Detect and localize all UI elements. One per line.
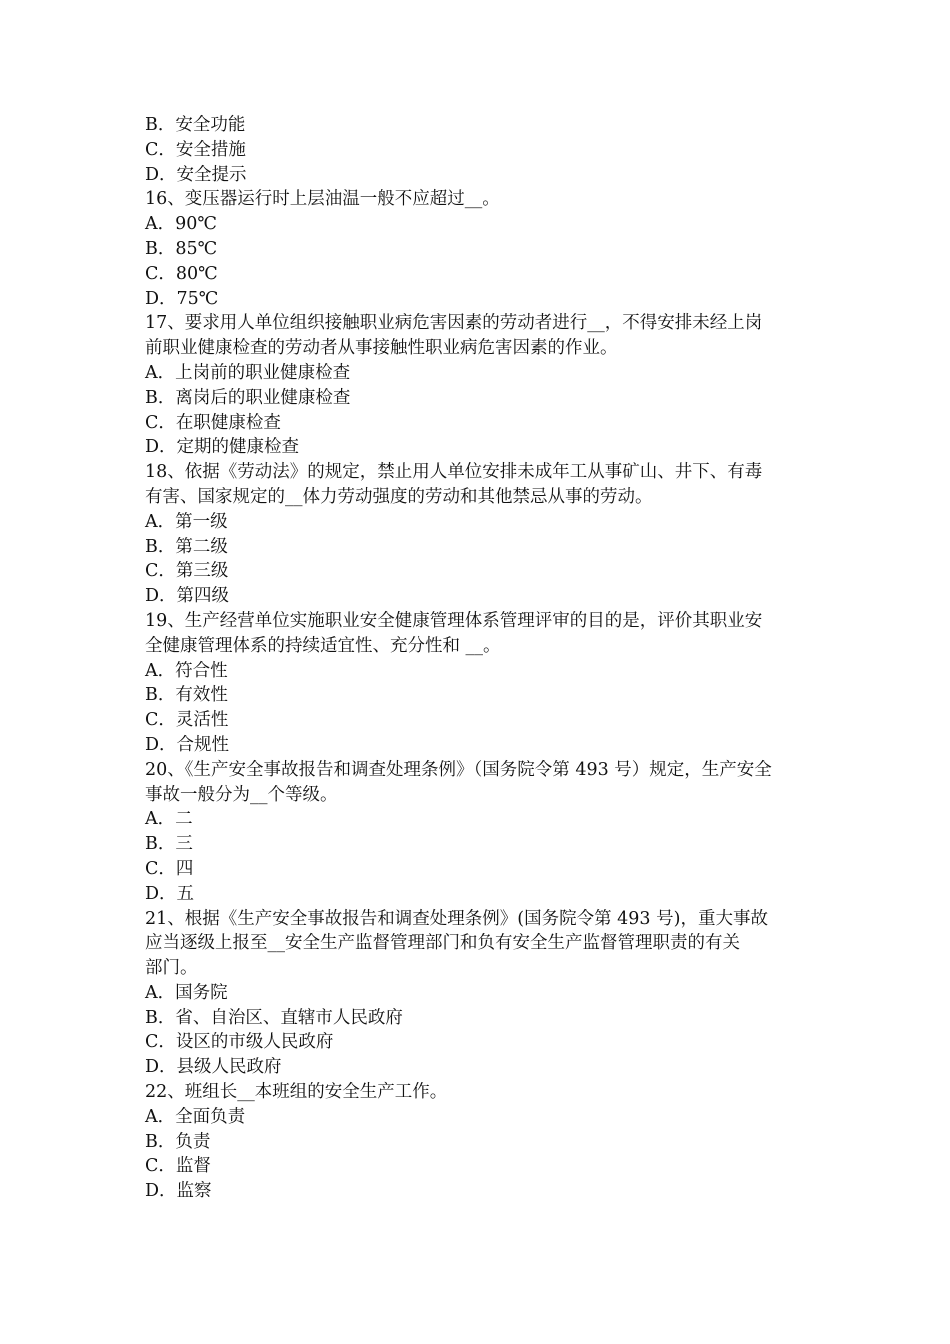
answer-option: D．安全提示 <box>145 164 247 185</box>
answer-option: B．负责 <box>145 1131 211 1152</box>
question-line: 20、《生产安全事故报告和调查处理条例》（国务院令第 493 号）规定，生产安全 <box>145 759 772 780</box>
question-stem <box>145 1080 810 1105</box>
answer-option: B．85℃ <box>145 238 218 259</box>
answer-option: B．安全功能 <box>145 115 246 135</box>
question-line: 16、变压器运行时上层油温一般不应超过__。 <box>145 189 500 210</box>
answer-option: C．80℃ <box>145 263 218 284</box>
answer-option: B．有效性 <box>145 685 228 706</box>
answer-option: A．第一级 <box>145 511 228 532</box>
document-body <box>145 113 810 1204</box>
question-line: 22、班组长__本班组的安全生产工作。 <box>145 1082 448 1103</box>
question-stem <box>145 758 810 808</box>
question-stem <box>145 907 810 981</box>
answer-option: B．省、自治区、直辖市人民政府 <box>145 1007 403 1028</box>
question-line: 有害、国家规定的__体力劳动强度的劳动和其他禁忌从事的劳动。 <box>145 486 653 507</box>
answer-option: C．第三级 <box>145 561 229 582</box>
answer-option: A．90℃ <box>145 214 217 235</box>
answer-option: A．全面负责 <box>145 1106 246 1127</box>
answer-option: D．第四级 <box>145 586 230 607</box>
question-line: 全健康管理体系的持续适宜性、充分性和 __。 <box>145 635 501 656</box>
question-line: 事故一般分为__个等级。 <box>145 784 338 805</box>
question-line: 前职业健康检查的劳动者从事接触性职业病危害因素的作业。 <box>145 338 618 359</box>
answer-option: C．设区的市级人民政府 <box>145 1032 334 1053</box>
answer-option: C．灵活性 <box>145 710 229 731</box>
answer-option: C．四 <box>145 858 194 879</box>
question-line: 部门。 <box>145 958 198 979</box>
answer-option: D．监察 <box>145 1181 212 1202</box>
question-stem <box>145 187 810 212</box>
answer-option: D．定期的健康检查 <box>145 437 300 458</box>
answer-option: C．安全措施 <box>145 139 246 160</box>
answer-option: D．五 <box>145 883 195 904</box>
question-stem <box>145 609 810 659</box>
answer-option: A．国务院 <box>145 982 228 1003</box>
answer-option: D．县级人民政府 <box>145 1057 282 1078</box>
answer-option: A．上岗前的职业健康检查 <box>145 362 351 383</box>
answer-option: C．监督 <box>145 1156 211 1177</box>
answer-option: A．符合性 <box>145 660 228 681</box>
question-line: 21、根据《生产安全事故报告和调查处理条例》(国务院令第 493 号)，重大事故 <box>145 908 768 929</box>
question-line: 18、依据《劳动法》的规定，禁止用人单位安排未成年工从事矿山、井下、有毒 <box>145 462 763 483</box>
question-stem <box>145 460 810 510</box>
question-line: 17、要求用人单位组织接触职业病危害因素的劳动者进行__，不得安排未经上岗 <box>145 313 763 334</box>
answer-option: B．离岗后的职业健康检查 <box>145 387 351 408</box>
answer-option: B．第二级 <box>145 536 228 557</box>
question-stem <box>145 311 810 361</box>
answer-option: D．75℃ <box>145 288 219 309</box>
question-line: 19、生产经营单位实施职业安全健康管理体系管理评审的目的是，评价其职业安 <box>145 610 763 631</box>
answer-option: B．三 <box>145 834 193 855</box>
answer-option: A．二 <box>145 809 193 830</box>
question-line: 应当逐级上报至__安全生产监督管理部门和负有安全生产监督管理职责的有关 <box>145 933 740 954</box>
answer-option: D．合规性 <box>145 734 230 755</box>
answer-option: C．在职健康检查 <box>145 412 281 433</box>
